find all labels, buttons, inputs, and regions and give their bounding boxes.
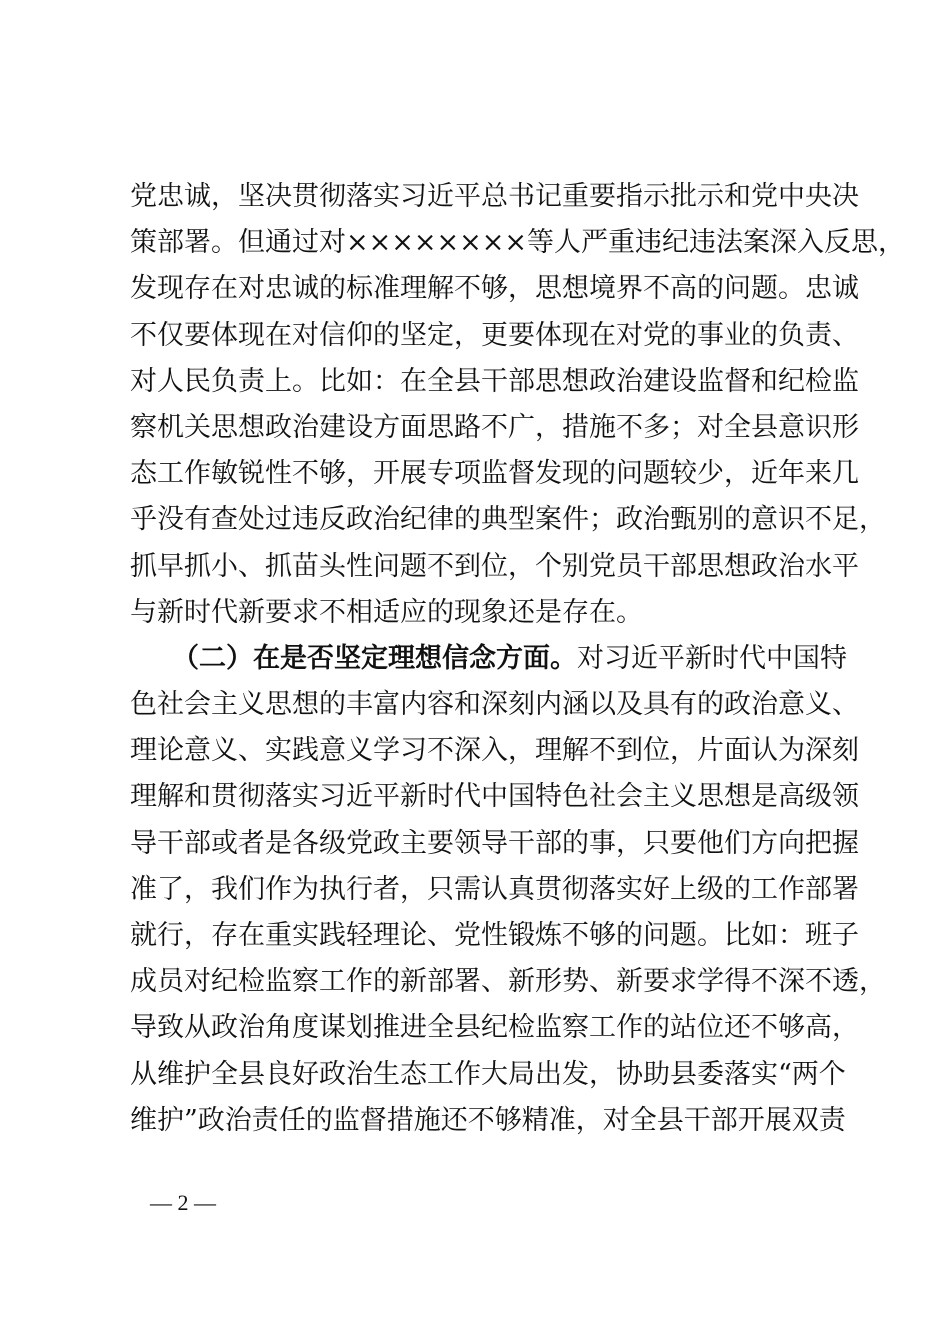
paragraph2-line-8: 成员对纪检监察工作的新部署、新形势、新要求学得不深不透， — [130, 966, 886, 998]
paragraph2-line-9: 导致从政治角度谋划推进全县纪检监察工作的站位还不够高， — [130, 1012, 859, 1044]
paragraph2-line-7: 就行，存在重实践轻理论、党性锻炼不够的问题。比如：班子 — [130, 920, 859, 951]
paragraph1-line-6: 察机关思想政治建设方面思路不广，措施不多；对全县意识形 — [130, 411, 859, 443]
paragraph1-line-5: 对人民负责上。比如：在全县干部思想政治建设监督和纪检监 — [130, 365, 859, 397]
body-text — [130, 174, 905, 1144]
paragraph2-line-11: 维护”政治责任的监督措施还不够精准，对全县干部开展双责 — [130, 1104, 846, 1136]
paragraph1-line-4: 不仅要体现在对信仰的坚定，更要体现在对党的事业的负责、 — [130, 319, 859, 351]
paragraph1-line-3: 发现存在对忠诚的标准理解不够，思想境界不高的问题。忠诚 — [130, 273, 859, 305]
paragraph2-line-2: 色社会主义思想的丰富内容和深刻内涵以及具有的政治意义、 — [130, 689, 859, 721]
paragraph2-line-4: 理解和贯彻落实习近平新时代中国特色社会主义思想是高级领 — [130, 781, 859, 813]
paragraph2-line-5: 导干部或者是各级党政主要领导干部的事，只要他们方向把握 — [130, 827, 859, 859]
page-number: — 2 — — [150, 1190, 216, 1215]
paragraph1-line-9: 抓早抓小、抓苗头性问题不到位，个别党员干部思想政治水平 — [130, 550, 859, 582]
paragraph2-first-line-text: 对习近平新时代中国特 — [577, 642, 847, 674]
paragraph2-line-10: 从维护全县良好政治生态工作大局出发，协助县委落实“两个 — [130, 1058, 846, 1090]
paragraph1-line-7: 态工作敏锐性不够，开展专项监督发现的问题较少，近年来几 — [130, 458, 859, 490]
paragraph1-line-1: 党忠诚，坚决贯彻落实习近平总书记重要指示批示和党中央决 — [130, 181, 859, 212]
paragraph2-line-6: 准了，我们作为执行者，只需认真贯彻落实好上级的工作部署 — [130, 873, 859, 905]
paragraph2-line-3: 理论意义、实践意义学习不深入，理解不到位，片面认为深刻 — [130, 735, 859, 767]
paragraph1-line-2: 策部署。但通过对××××××××等人严重违纪违法案深入反思， — [130, 227, 905, 259]
paragraph1-line-8: 乎没有查处过违反政治纪律的典型案件；政治甄别的意识不足， — [130, 504, 886, 536]
paragraph1-line-10: 与新时代新要求不相适应的现象还是存在。 — [130, 596, 643, 628]
paragraph2-first-line — [130, 636, 847, 682]
section-heading: （二）在是否坚定理想信念方面。 — [172, 642, 577, 674]
